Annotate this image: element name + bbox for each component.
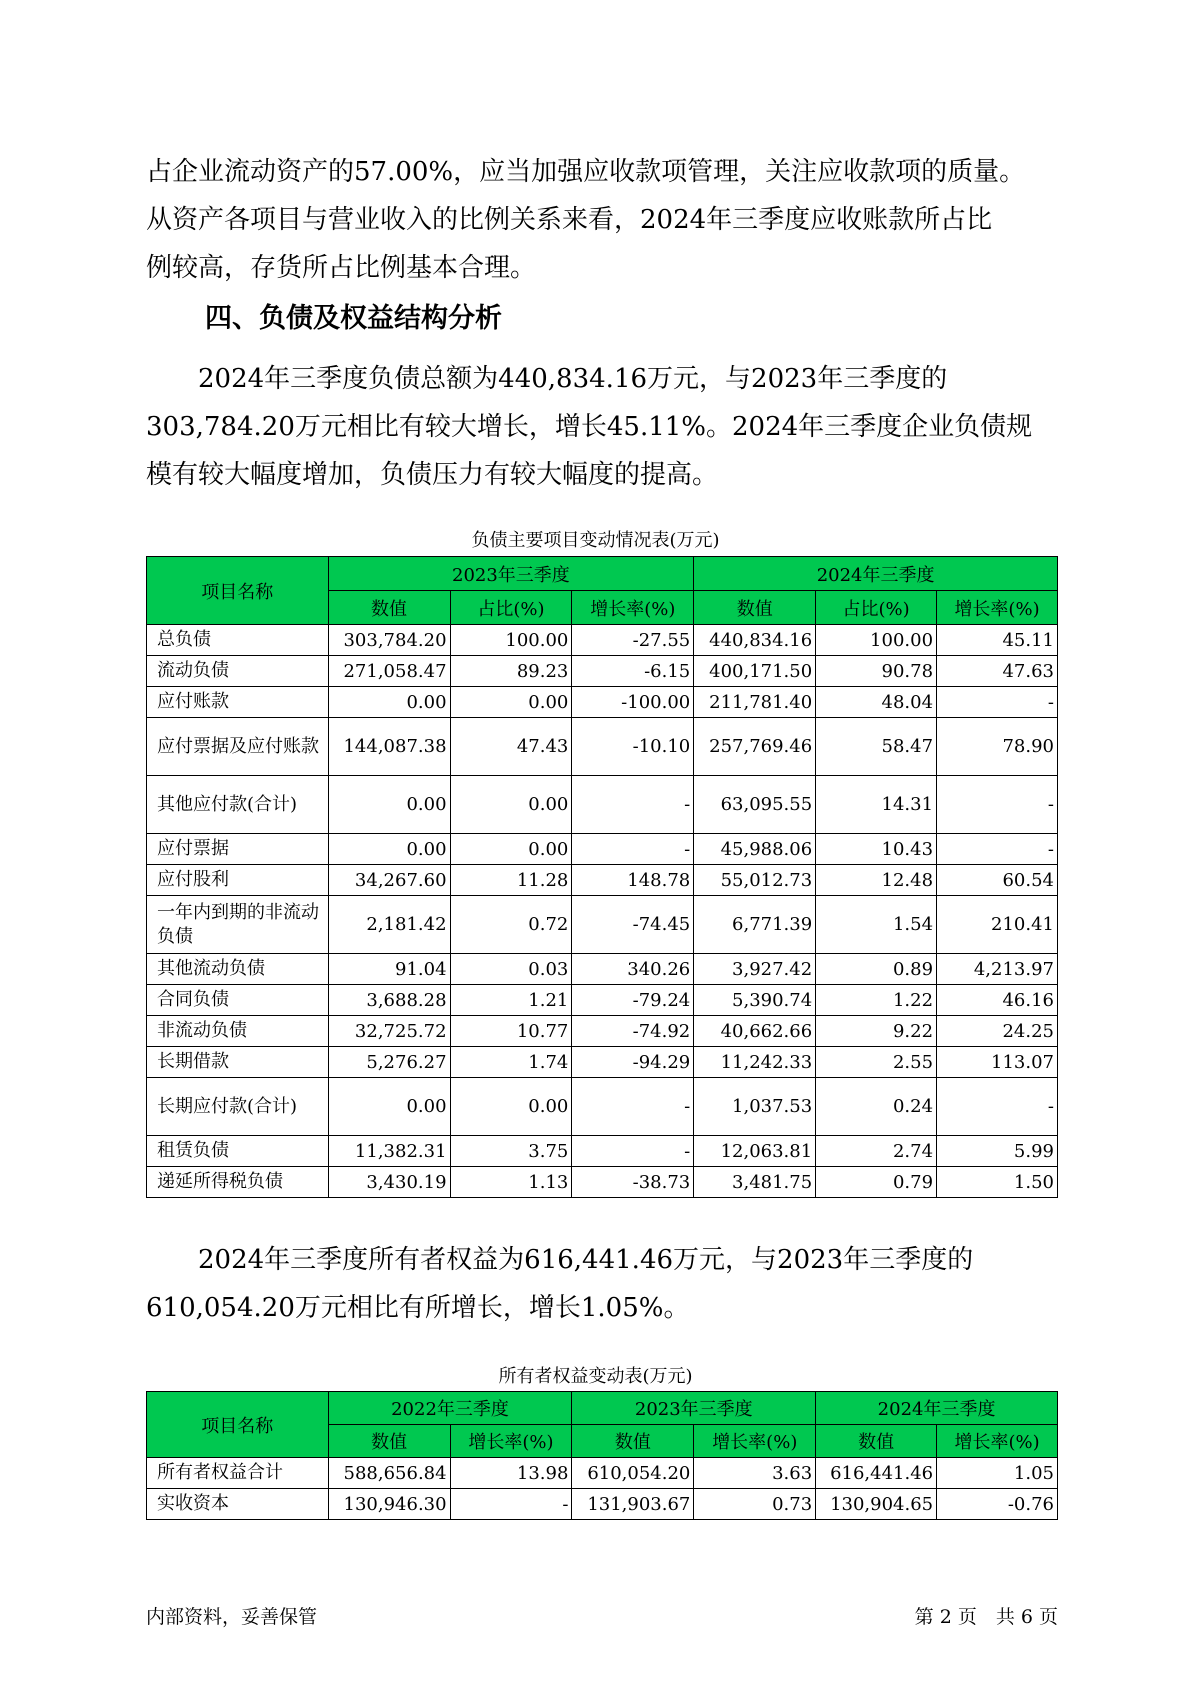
row-value: 0.00 <box>328 776 450 834</box>
table-row <box>147 687 1058 718</box>
header-value: 数值 <box>572 1425 694 1458</box>
row-value: 0.00 <box>450 776 572 834</box>
row-value: 10.43 <box>816 834 937 865</box>
row-value: 340.26 <box>572 954 694 985</box>
row-value: -6.15 <box>572 656 694 687</box>
row-value: - <box>572 1136 694 1167</box>
row-value: 11,242.33 <box>694 1047 816 1078</box>
row-value: - <box>937 687 1058 718</box>
intro-line: 占企业流动资产的57.00%，应当加强应收款项管理，关注应收款项的质量。 <box>146 157 1026 187</box>
row-value: 91.04 <box>328 954 450 985</box>
row-value: 34,267.60 <box>328 865 450 896</box>
table-row <box>147 985 1058 1016</box>
row-value: 271,058.47 <box>328 656 450 687</box>
section-heading: 四、负债及权益结构分析 <box>205 303 502 334</box>
row-name: 所有者权益合计 <box>147 1458 329 1489</box>
row-value: 0.00 <box>450 687 572 718</box>
footer-right: 第 2 页 共 6 页 <box>914 1606 1058 1628</box>
row-value: 131,903.67 <box>572 1489 694 1520</box>
row-name: 一年内到期的非流动负债 <box>147 896 329 954</box>
row-value: 55,012.73 <box>694 865 816 896</box>
row-name: 其他流动负债 <box>147 954 329 985</box>
row-value: 0.00 <box>328 834 450 865</box>
table-row <box>147 1047 1058 1078</box>
debt-line: 模有较大幅度增加，负债压力有较大幅度的提高。 <box>146 460 719 490</box>
row-value: 100.00 <box>816 625 937 656</box>
row-value: 12.48 <box>816 865 937 896</box>
debt-paragraph <box>146 355 1058 499</box>
row-value: 78.90 <box>937 718 1058 776</box>
row-value: 1.54 <box>816 896 937 954</box>
row-value: 1.74 <box>450 1047 572 1078</box>
table-row <box>147 1167 1058 1198</box>
header-period-2023: 2023年三季度 <box>328 557 694 591</box>
row-value: 60.54 <box>937 865 1058 896</box>
table-row <box>147 1458 1058 1489</box>
header-growth: 增长率(%) <box>694 1425 816 1458</box>
table-row <box>147 625 1058 656</box>
row-value: 1.50 <box>937 1167 1058 1198</box>
row-value: 1.22 <box>816 985 937 1016</box>
table-row <box>147 776 1058 834</box>
row-value: 130,904.65 <box>816 1489 937 1520</box>
row-value: 5.99 <box>937 1136 1058 1167</box>
row-value: 13.98 <box>450 1458 572 1489</box>
equity-line: 2024年三季度所有者权益为616,441.46万元，与2023年三季度的 <box>146 1245 974 1275</box>
debt-line: 2024年三季度负债总额为440,834.16万元，与2023年三季度的 <box>146 364 948 394</box>
row-value: 211,781.40 <box>694 687 816 718</box>
row-value: 3,688.28 <box>328 985 450 1016</box>
row-value: 11,382.31 <box>328 1136 450 1167</box>
row-value: 5,390.74 <box>694 985 816 1016</box>
footer-left: 内部资料，妥善保管 <box>146 1606 318 1628</box>
row-value: 6,771.39 <box>694 896 816 954</box>
intro-paragraph <box>146 148 1058 292</box>
table-row <box>147 1016 1058 1047</box>
row-name: 长期借款 <box>147 1047 329 1078</box>
row-value: 303,784.20 <box>328 625 450 656</box>
row-value: 47.43 <box>450 718 572 776</box>
row-value: 89.23 <box>450 656 572 687</box>
row-value: -100.00 <box>572 687 694 718</box>
header-period-2023: 2023年三季度 <box>572 1392 816 1425</box>
row-value: -74.92 <box>572 1016 694 1047</box>
row-value: 0.00 <box>328 687 450 718</box>
row-value: 48.04 <box>816 687 937 718</box>
row-value: 0.73 <box>694 1489 816 1520</box>
row-value: - <box>450 1489 572 1520</box>
header-item-name: 项目名称 <box>147 1392 329 1458</box>
header-share: 占比(%) <box>816 591 937 625</box>
row-name: 递延所得税负债 <box>147 1167 329 1198</box>
row-value: 3,927.42 <box>694 954 816 985</box>
row-name: 流动负债 <box>147 656 329 687</box>
row-name: 合同负债 <box>147 985 329 1016</box>
row-name: 实收资本 <box>147 1489 329 1520</box>
row-value: 32,725.72 <box>328 1016 450 1047</box>
row-name: 应付票据 <box>147 834 329 865</box>
equity-paragraph <box>146 1236 1058 1332</box>
row-value: 0.79 <box>816 1167 937 1198</box>
header-value: 数值 <box>328 591 450 625</box>
row-value: -94.29 <box>572 1047 694 1078</box>
header-period-2024: 2024年三季度 <box>694 557 1058 591</box>
row-value: -38.73 <box>572 1167 694 1198</box>
intro-line: 从资产各项目与营业收入的比例关系来看，2024年三季度应收账款所占比 <box>146 205 993 235</box>
row-value: 3.63 <box>694 1458 816 1489</box>
row-value: - <box>937 834 1058 865</box>
row-value: 1.21 <box>450 985 572 1016</box>
header-item-name: 项目名称 <box>147 557 329 625</box>
row-value: 0.24 <box>816 1078 937 1136</box>
row-value: 610,054.20 <box>572 1458 694 1489</box>
table-row <box>147 1489 1058 1520</box>
header-growth: 增长率(%) <box>450 1425 572 1458</box>
row-value: 58.47 <box>816 718 937 776</box>
header-share: 占比(%) <box>450 591 572 625</box>
row-value: 0.00 <box>328 1078 450 1136</box>
header-value: 数值 <box>328 1425 450 1458</box>
row-value: 400,171.50 <box>694 656 816 687</box>
row-value: 0.72 <box>450 896 572 954</box>
table-row <box>147 954 1058 985</box>
row-value: 616,441.46 <box>816 1458 937 1489</box>
row-value: 2,181.42 <box>328 896 450 954</box>
row-value: 40,662.66 <box>694 1016 816 1047</box>
row-value: 2.74 <box>816 1136 937 1167</box>
header-growth: 增长率(%) <box>937 591 1058 625</box>
row-value: 11.28 <box>450 865 572 896</box>
table-row <box>147 718 1058 776</box>
debt-table-caption: 负债主要项目变动情况表(万元) <box>471 530 720 551</box>
row-value: 5,276.27 <box>328 1047 450 1078</box>
row-value: 46.16 <box>937 985 1058 1016</box>
equity-line: 610,054.20万元相比有所增长，增长1.05%。 <box>146 1293 690 1323</box>
row-value: - <box>572 776 694 834</box>
table-row <box>147 656 1058 687</box>
row-value: -27.55 <box>572 625 694 656</box>
row-value: 148.78 <box>572 865 694 896</box>
row-value: 45.11 <box>937 625 1058 656</box>
header-growth: 增长率(%) <box>937 1425 1058 1458</box>
debt-line: 303,784.20万元相比有较大增长，增长45.11%。2024年三季度企业负债规 <box>146 412 1033 442</box>
row-value: 1.13 <box>450 1167 572 1198</box>
row-value: 100.00 <box>450 625 572 656</box>
row-value: 257,769.46 <box>694 718 816 776</box>
row-value: 2.55 <box>816 1047 937 1078</box>
row-value: 47.63 <box>937 656 1058 687</box>
equity-table-caption: 所有者权益变动表(万元) <box>498 1366 693 1387</box>
row-value: 130,946.30 <box>328 1489 450 1520</box>
row-value: 1,037.53 <box>694 1078 816 1136</box>
row-value: 144,087.38 <box>328 718 450 776</box>
row-value: -10.10 <box>572 718 694 776</box>
row-name: 租赁负债 <box>147 1136 329 1167</box>
row-value: -0.76 <box>937 1489 1058 1520</box>
row-value: 3,481.75 <box>694 1167 816 1198</box>
row-value: 3,430.19 <box>328 1167 450 1198</box>
row-value: 63,095.55 <box>694 776 816 834</box>
row-value: 4,213.97 <box>937 954 1058 985</box>
row-value: 440,834.16 <box>694 625 816 656</box>
row-name: 总负债 <box>147 625 329 656</box>
row-value: 3.75 <box>450 1136 572 1167</box>
row-value: - <box>937 1078 1058 1136</box>
row-value: 0.00 <box>450 834 572 865</box>
debt-table <box>146 556 1058 1198</box>
row-value: -74.45 <box>572 896 694 954</box>
header-period-2022: 2022年三季度 <box>328 1392 572 1425</box>
row-value: 90.78 <box>816 656 937 687</box>
row-value: - <box>572 834 694 865</box>
header-period-2024: 2024年三季度 <box>816 1392 1058 1425</box>
intro-line: 例较高，存货所占比例基本合理。 <box>146 253 537 283</box>
row-value: 10.77 <box>450 1016 572 1047</box>
row-name: 应付账款 <box>147 687 329 718</box>
row-value: 24.25 <box>937 1016 1058 1047</box>
row-value: 113.07 <box>937 1047 1058 1078</box>
table-row <box>147 834 1058 865</box>
row-value: - <box>572 1078 694 1136</box>
row-name: 其他应付款(合计) <box>147 776 329 834</box>
table-row <box>147 896 1058 954</box>
row-value: 12,063.81 <box>694 1136 816 1167</box>
row-name: 长期应付款(合计) <box>147 1078 329 1136</box>
header-value: 数值 <box>816 1425 937 1458</box>
equity-table <box>146 1391 1058 1520</box>
row-name: 应付股利 <box>147 865 329 896</box>
row-value: 0.00 <box>450 1078 572 1136</box>
row-value: -79.24 <box>572 985 694 1016</box>
row-value: - <box>937 776 1058 834</box>
table-row <box>147 865 1058 896</box>
row-value: 9.22 <box>816 1016 937 1047</box>
row-value: 0.89 <box>816 954 937 985</box>
row-name: 应付票据及应付账款 <box>147 718 329 776</box>
header-growth: 增长率(%) <box>572 591 694 625</box>
header-value: 数值 <box>694 591 816 625</box>
row-value: 1.05 <box>937 1458 1058 1489</box>
row-value: 0.03 <box>450 954 572 985</box>
row-value: 14.31 <box>816 776 937 834</box>
row-name: 非流动负债 <box>147 1016 329 1047</box>
row-value: 588,656.84 <box>328 1458 450 1489</box>
table-row <box>147 1136 1058 1167</box>
row-value: 45,988.06 <box>694 834 816 865</box>
row-value: 210.41 <box>937 896 1058 954</box>
table-row <box>147 1078 1058 1136</box>
